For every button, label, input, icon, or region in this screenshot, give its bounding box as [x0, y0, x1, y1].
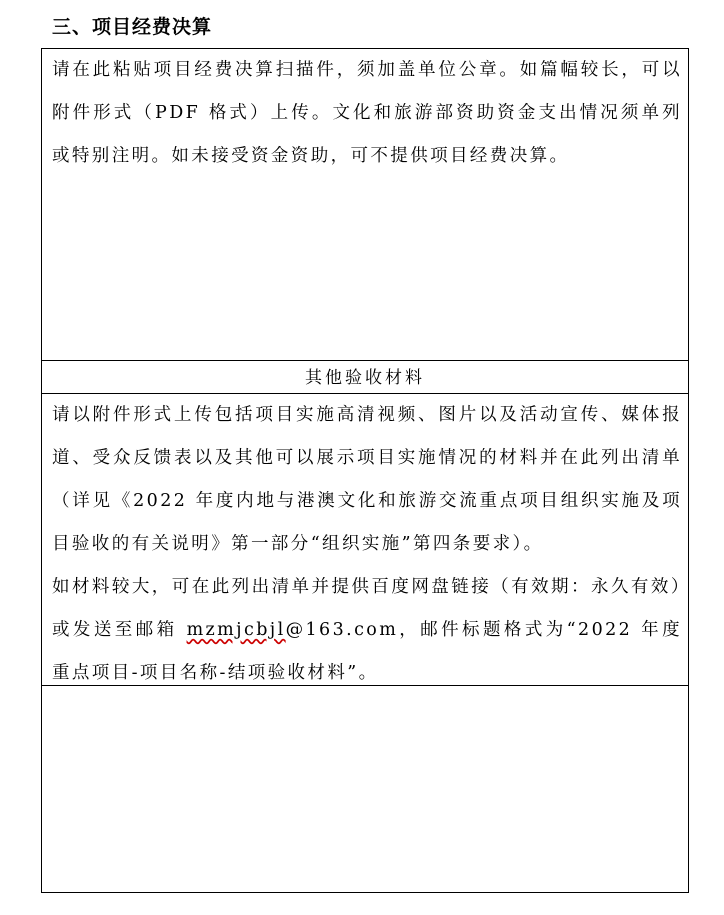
materials-paragraph-2-pre: 如材料较大，可在此列出清单并提供百度网盘链接（有效期：永久有效）或发送至邮箱	[52, 577, 682, 640]
email-username[interactable]: mzmjcbjl	[186, 620, 286, 640]
materials-paragraph-1: 请以附件形式上传包括项目实施高清视频、图片以及活动宣传、媒体报道、受众反馈表以及其他可以展示项目实施情况的材料并在此列出清单（详见《2022 年度内地与港澳文化和旅游交流重点项目组织实施及项目验收的有关说明》第一部分“组织实施”第四条要求）。	[52, 405, 682, 554]
section-title: 三、项目经费决算	[52, 16, 213, 38]
other-materials-header	[41, 360, 689, 394]
budget-scan-box[interactable]	[41, 48, 689, 361]
other-materials-heading: 其他验收材料	[305, 368, 425, 388]
budget-instruction: 请在此粘贴项目经费决算扫描件，须加盖单位公章。如篇幅较长，可以附件形式（PDF 格式）上传。文化和旅游部资助资金支出情况须单列或特别注明。如未接受资金资助，可不提供项目经费决算。	[52, 60, 682, 166]
email-domain[interactable]: @163.com	[285, 620, 399, 640]
materials-list-box[interactable]	[41, 685, 689, 893]
materials-paragraph-2-post: ，邮件标题格式为“2022 年度重点项目-项目名称-结项验收材料”。	[52, 620, 682, 683]
other-materials-instructions	[41, 393, 689, 686]
materials-paragraph-2	[42, 566, 688, 695]
